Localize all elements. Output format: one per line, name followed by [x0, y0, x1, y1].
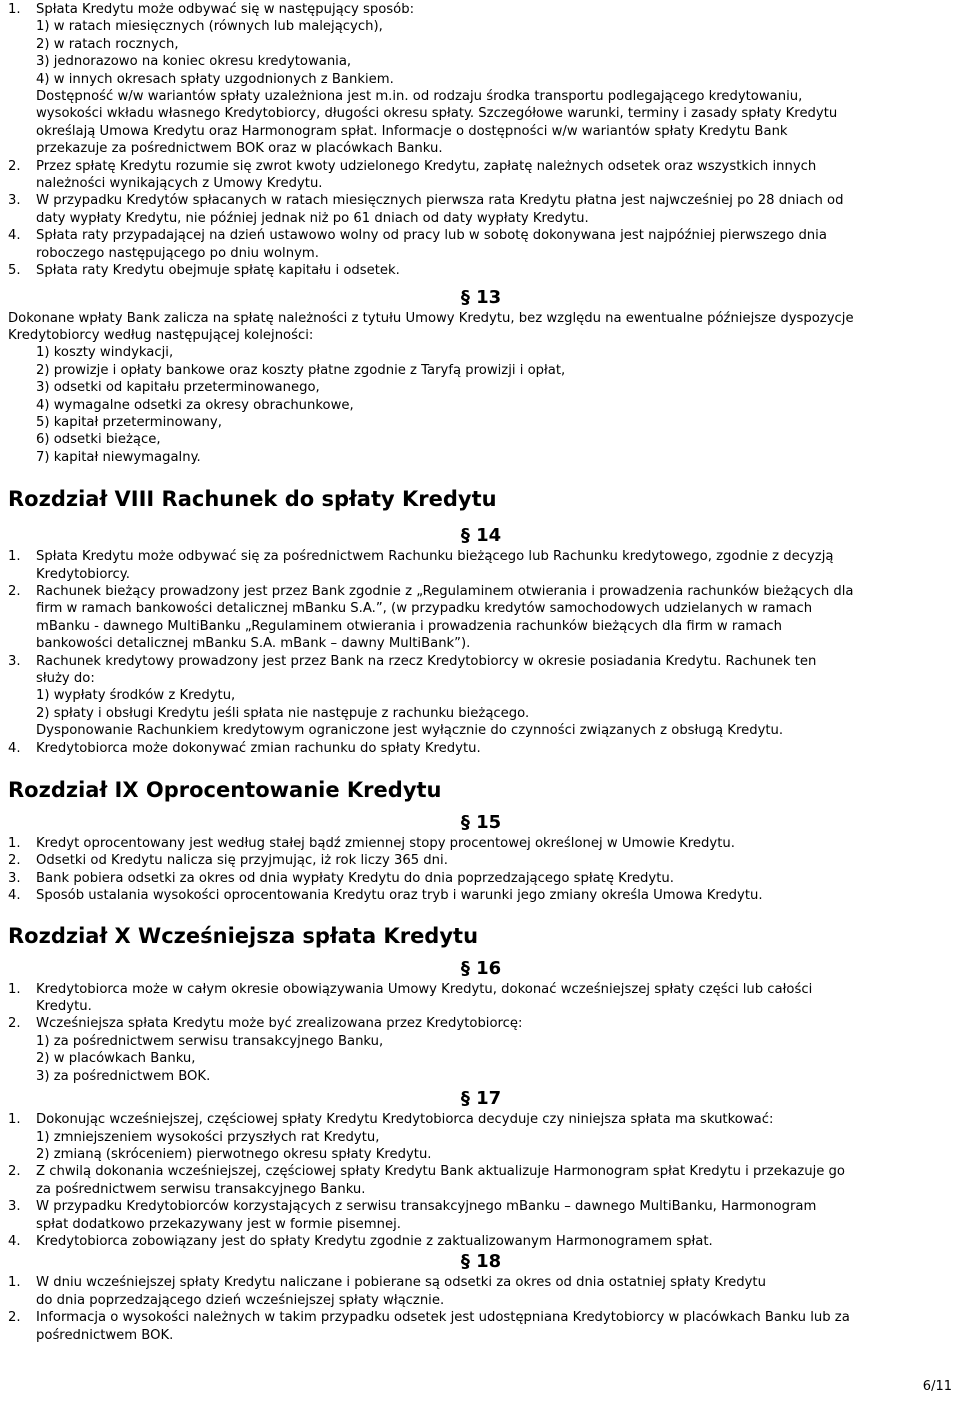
section-17-item-2	[8, 1163, 954, 1198]
section-18-item-2	[8, 1309, 954, 1344]
item-text: wysokości wkładu własnego Kredytobiorcy, długości okresu spłaty. Szczegółowe warunki, terminy i zasady spłaty Kredytu	[36, 106, 838, 122]
item-text: Przez spłatę Kredytu rozumie się zwrot kwoty udzielonego Kredytu, zapłatę należnych odsetek oraz wszystkich innych	[36, 158, 817, 174]
item-text: Rachunek bieżący prowadzony jest przez Bank zgodnie z „Regulaminem otwierania i prowadzenia rachunków bieżących dla	[36, 583, 854, 599]
paragraph-17-title: § 17	[460, 1088, 502, 1110]
item-text: bankowości detalicznej mBanku S.A. mBank – dawny MultiBank”).	[36, 636, 471, 652]
item-text: określają Umowa Kredytu oraz Harmonogram spłat. Informacje o dostępności w/w wariantów spłaty Kredytu Bank	[36, 123, 788, 139]
section-18-item-1	[8, 1274, 954, 1309]
section-13-intro: Dokonane wpłaty Bank zalicza na spłatę należności z tytułu Umowy Kredytu, bez względu na ewentualne późniejsze dyspozycje	[8, 310, 854, 326]
item-number: 1.	[8, 1275, 21, 1291]
item-text: Kredytobiorca może dokonywać zmian rachunku do spłaty Kredytu.	[36, 740, 481, 756]
sub-item: 3) za pośrednictwem BOK.	[36, 1068, 211, 1084]
list-item: 6) odsetki bieżące,	[36, 432, 161, 448]
list-item: 2) prowizje i opłaty bankowe oraz koszty płatne zgodnie z Taryfą prowizji i opłat,	[36, 362, 566, 378]
section-14-item-4	[8, 740, 954, 757]
item-text: Informacja o wysokości należnych w takim przypadku odsetek jest udostępniana Kredytobiorcy w placówkach Banku lub za	[36, 1310, 850, 1326]
section-12-item-3	[8, 192, 954, 227]
item-number: 3.	[8, 1199, 21, 1215]
item-text: Kredytobiorca może w całym okresie obowiązywania Umowy Kredytu, dokonać wcześniejszej spłaty części lub całości	[36, 981, 813, 997]
item-text: Spłata raty przypadającej na dzień ustawowo wolny od pracy lub w sobotę dokonywana jest najpóźniej pierwszego dnia	[36, 228, 827, 244]
paragraph-16-title: § 16	[460, 957, 502, 979]
item-text: Wcześniejsza spłata Kredytu może być zrealizowana przez Kredytobiorcę:	[36, 1016, 523, 1032]
item-text: mBanku - dawnego MultiBanku „Regulaminem otwierania i prowadzenia rachunków bieżących dla firm w ramach	[36, 618, 782, 634]
item-number: 1.	[8, 981, 21, 997]
sub-item: 1) zmniejszeniem wysokości przyszłych rat Kredytu,	[36, 1129, 380, 1145]
item-number: 1.	[8, 836, 21, 852]
section-14-item-1	[8, 548, 954, 583]
item-number: 4.	[8, 228, 21, 244]
sub-item: 1) za pośrednictwem serwisu transakcyjnego Banku,	[36, 1033, 384, 1049]
page-number: 6/11	[922, 1378, 952, 1394]
item-number: 1.	[8, 549, 21, 565]
section-15-item-3	[8, 870, 954, 887]
list-item: 5) kapitał przeterminowany,	[36, 414, 222, 430]
sub-item: 2) w ratach rocznych,	[36, 36, 179, 52]
item-text: W przypadku Kredytów spłacanych w ratach miesięcznych pierwsza rata Kredytu płatna jest najwcześniej po 28 dniach od	[36, 193, 844, 209]
section-15-item-1	[8, 835, 954, 852]
item-text: służy do:	[36, 671, 95, 686]
list-item: 7) kapitał niewymagalny.	[36, 449, 201, 465]
item-text: Kredytobiorca zobowiązany jest do spłaty Kredytu zgodnie z zaktualizowanym Harmonogramem spłat.	[36, 1233, 713, 1249]
item-text: Spłata Kredytu może odbywać się w następujący sposób:	[36, 2, 415, 17]
item-number: 2.	[8, 158, 21, 174]
item-number: 2.	[8, 853, 21, 869]
sub-item: 2) spłaty i obsługi Kredytu jeśli spłata nie następuje z rachunku bieżącego.	[36, 705, 530, 721]
section-14-item-3	[8, 653, 954, 740]
list-item: 3) odsetki od kapitału przeterminowanego,	[36, 380, 320, 396]
item-text: Rachunek kredytowy prowadzony jest przez Bank na rzecz Kredytobiorcy w okresie posiadania Kredytu. Rachunek ten	[36, 653, 817, 669]
item-number: 1.	[8, 2, 21, 17]
item-text: Spłata raty Kredytu obejmuje spłatę kapitału i odsetek.	[36, 263, 400, 279]
paragraph-18-title: § 18	[460, 1251, 502, 1273]
section-17-item-1	[8, 1111, 954, 1163]
item-number: 2.	[8, 583, 21, 599]
item-text: za pośrednictwem serwisu transakcyjnego Banku.	[36, 1181, 366, 1197]
sub-item: 3) jednorazowo na koniec okresu kredytowania,	[36, 54, 352, 70]
sub-item: 2) w placówkach Banku,	[36, 1051, 196, 1067]
sub-item: 2) zmianą (skróceniem) pierwotnego okresu spłaty Kredytu.	[36, 1146, 432, 1162]
item-number: 2.	[8, 1310, 21, 1326]
sub-item: 1) w ratach miesięcznych (równych lub malejących),	[36, 19, 383, 35]
item-text: spłat dodatkowo przekazywany jest w formie pisemnej.	[36, 1216, 401, 1232]
chapter-10-heading: Rozdział X Wcześniejsza spłata Kredytu	[8, 923, 479, 948]
item-text: do dnia poprzedzającego dzień wcześniejszej spłaty włącznie.	[36, 1292, 445, 1308]
item-text: Z chwilą dokonania wcześniejszej, częściowej spłaty Kredytu Bank aktualizuje Harmonogram spłat Kredytu i przekazuje go	[36, 1164, 845, 1180]
item-number: 2.	[8, 1016, 21, 1032]
item-number: 3.	[8, 870, 21, 886]
item-number: 1.	[8, 1112, 21, 1128]
item-text: daty wypłaty Kredytu, nie później jednak niż po 61 dniach od daty wypłaty Kredytu.	[36, 210, 589, 226]
item-text: Odsetki od Kredytu nalicza się przyjmując, iż rok liczy 365 dni.	[36, 853, 448, 869]
chapter-9-heading: Rozdział IX Oprocentowanie Kredytu	[8, 778, 442, 803]
section-15-item-2	[8, 852, 954, 869]
item-text: pośrednictwem BOK.	[36, 1327, 174, 1343]
item-text: Spłata Kredytu może odbywać się za pośrednictwem Rachunku bieżącego lub Rachunku kredytowego, zgodnie z decyzją	[36, 549, 834, 565]
section-15-item-4	[8, 887, 954, 904]
item-text: firm w ramach bankowości detalicznej mBanku S.A.”, (w przypadku kredytów samochodowych udzielanych w ramach	[36, 601, 813, 617]
paragraph-15-title: § 15	[460, 812, 502, 834]
item-number: 3.	[8, 193, 21, 209]
item-text: Kredytu.	[36, 999, 92, 1015]
item-text: należności wynikających z Umowy Kredytu.	[36, 176, 323, 192]
item-text: W dniu wcześniejszej spłaty Kredytu naliczane i pobierane są odsetki za okres od dnia ostatniej spłaty Kredytu	[36, 1275, 766, 1291]
item-number: 3.	[8, 653, 21, 669]
list-item: 4) wymagalne odsetki za okresy obrachunkowe,	[36, 397, 354, 413]
sub-item: 1) wypłaty środków z Kredytu,	[36, 688, 236, 704]
section-13-intro: Kredytobiorcy według następującej kolejności:	[8, 327, 314, 343]
list-item: 1) koszty windykacji,	[36, 345, 174, 361]
item-number: 5.	[8, 263, 21, 279]
item-text: Kredytobiorcy.	[36, 566, 130, 582]
item-text: Sposób ustalania wysokości oprocentowania Kredytu oraz tryb i warunki jego zmiany określa Umowa Kredytu.	[36, 888, 763, 904]
item-text: Dysponowanie Rachunkiem kredytowym ograniczone jest wyłącznie do czynności związanych z obsługą Kredytu.	[36, 723, 784, 739]
paragraph-14-title: § 14	[460, 525, 502, 547]
section-12-item-5	[8, 262, 954, 279]
item-text: Dokonując wcześniejszej, częściowej spłaty Kredytu Kredytobiorca decyduje czy niniejsza spłata ma skutkować:	[36, 1112, 774, 1128]
section-16-item-2	[8, 1015, 954, 1085]
paragraph-13-title: § 13	[460, 286, 502, 308]
section-16-item-1	[8, 981, 954, 1016]
item-number: 4.	[8, 888, 21, 904]
item-number: 2.	[8, 1164, 21, 1180]
item-text: Kredyt oprocentowany jest według stałej bądź zmiennej stopy procentowej określonej w Umowie Kredytu.	[36, 836, 735, 852]
section-17-item-4	[8, 1233, 954, 1250]
item-text: W przypadku Kredytobiorców korzystających z serwisu transakcyjnego mBanku – dawnego MultiBanku, Harmonogram	[36, 1199, 817, 1215]
section-12-item-1	[8, 1, 954, 158]
chapter-8-heading: Rozdział VIII Rachunek do spłaty Kredytu	[8, 487, 497, 512]
section-14-item-2	[8, 583, 954, 653]
item-text: Dostępność w/w wariantów spłaty uzależniona jest m.in. od rodzaju środka transportu podlegającego kredytowaniu,	[36, 89, 803, 105]
sub-item: 4) w innych okresach spłaty uzgodnionych z Bankiem.	[36, 71, 394, 87]
section-12-item-2	[8, 158, 954, 193]
item-text: roboczego następującego po dniu wolnym.	[36, 245, 319, 261]
item-text: Bank pobiera odsetki za okres od dnia wypłaty Kredytu do dnia poprzedzającego spłatę Kredytu.	[36, 870, 674, 886]
section-12-item-4	[8, 227, 954, 262]
item-number: 4.	[8, 740, 21, 756]
item-number: 4.	[8, 1233, 21, 1249]
section-17-item-3	[8, 1198, 954, 1233]
item-text: przekazuje za pośrednictwem BOK oraz w placówkach Banku.	[36, 141, 443, 157]
